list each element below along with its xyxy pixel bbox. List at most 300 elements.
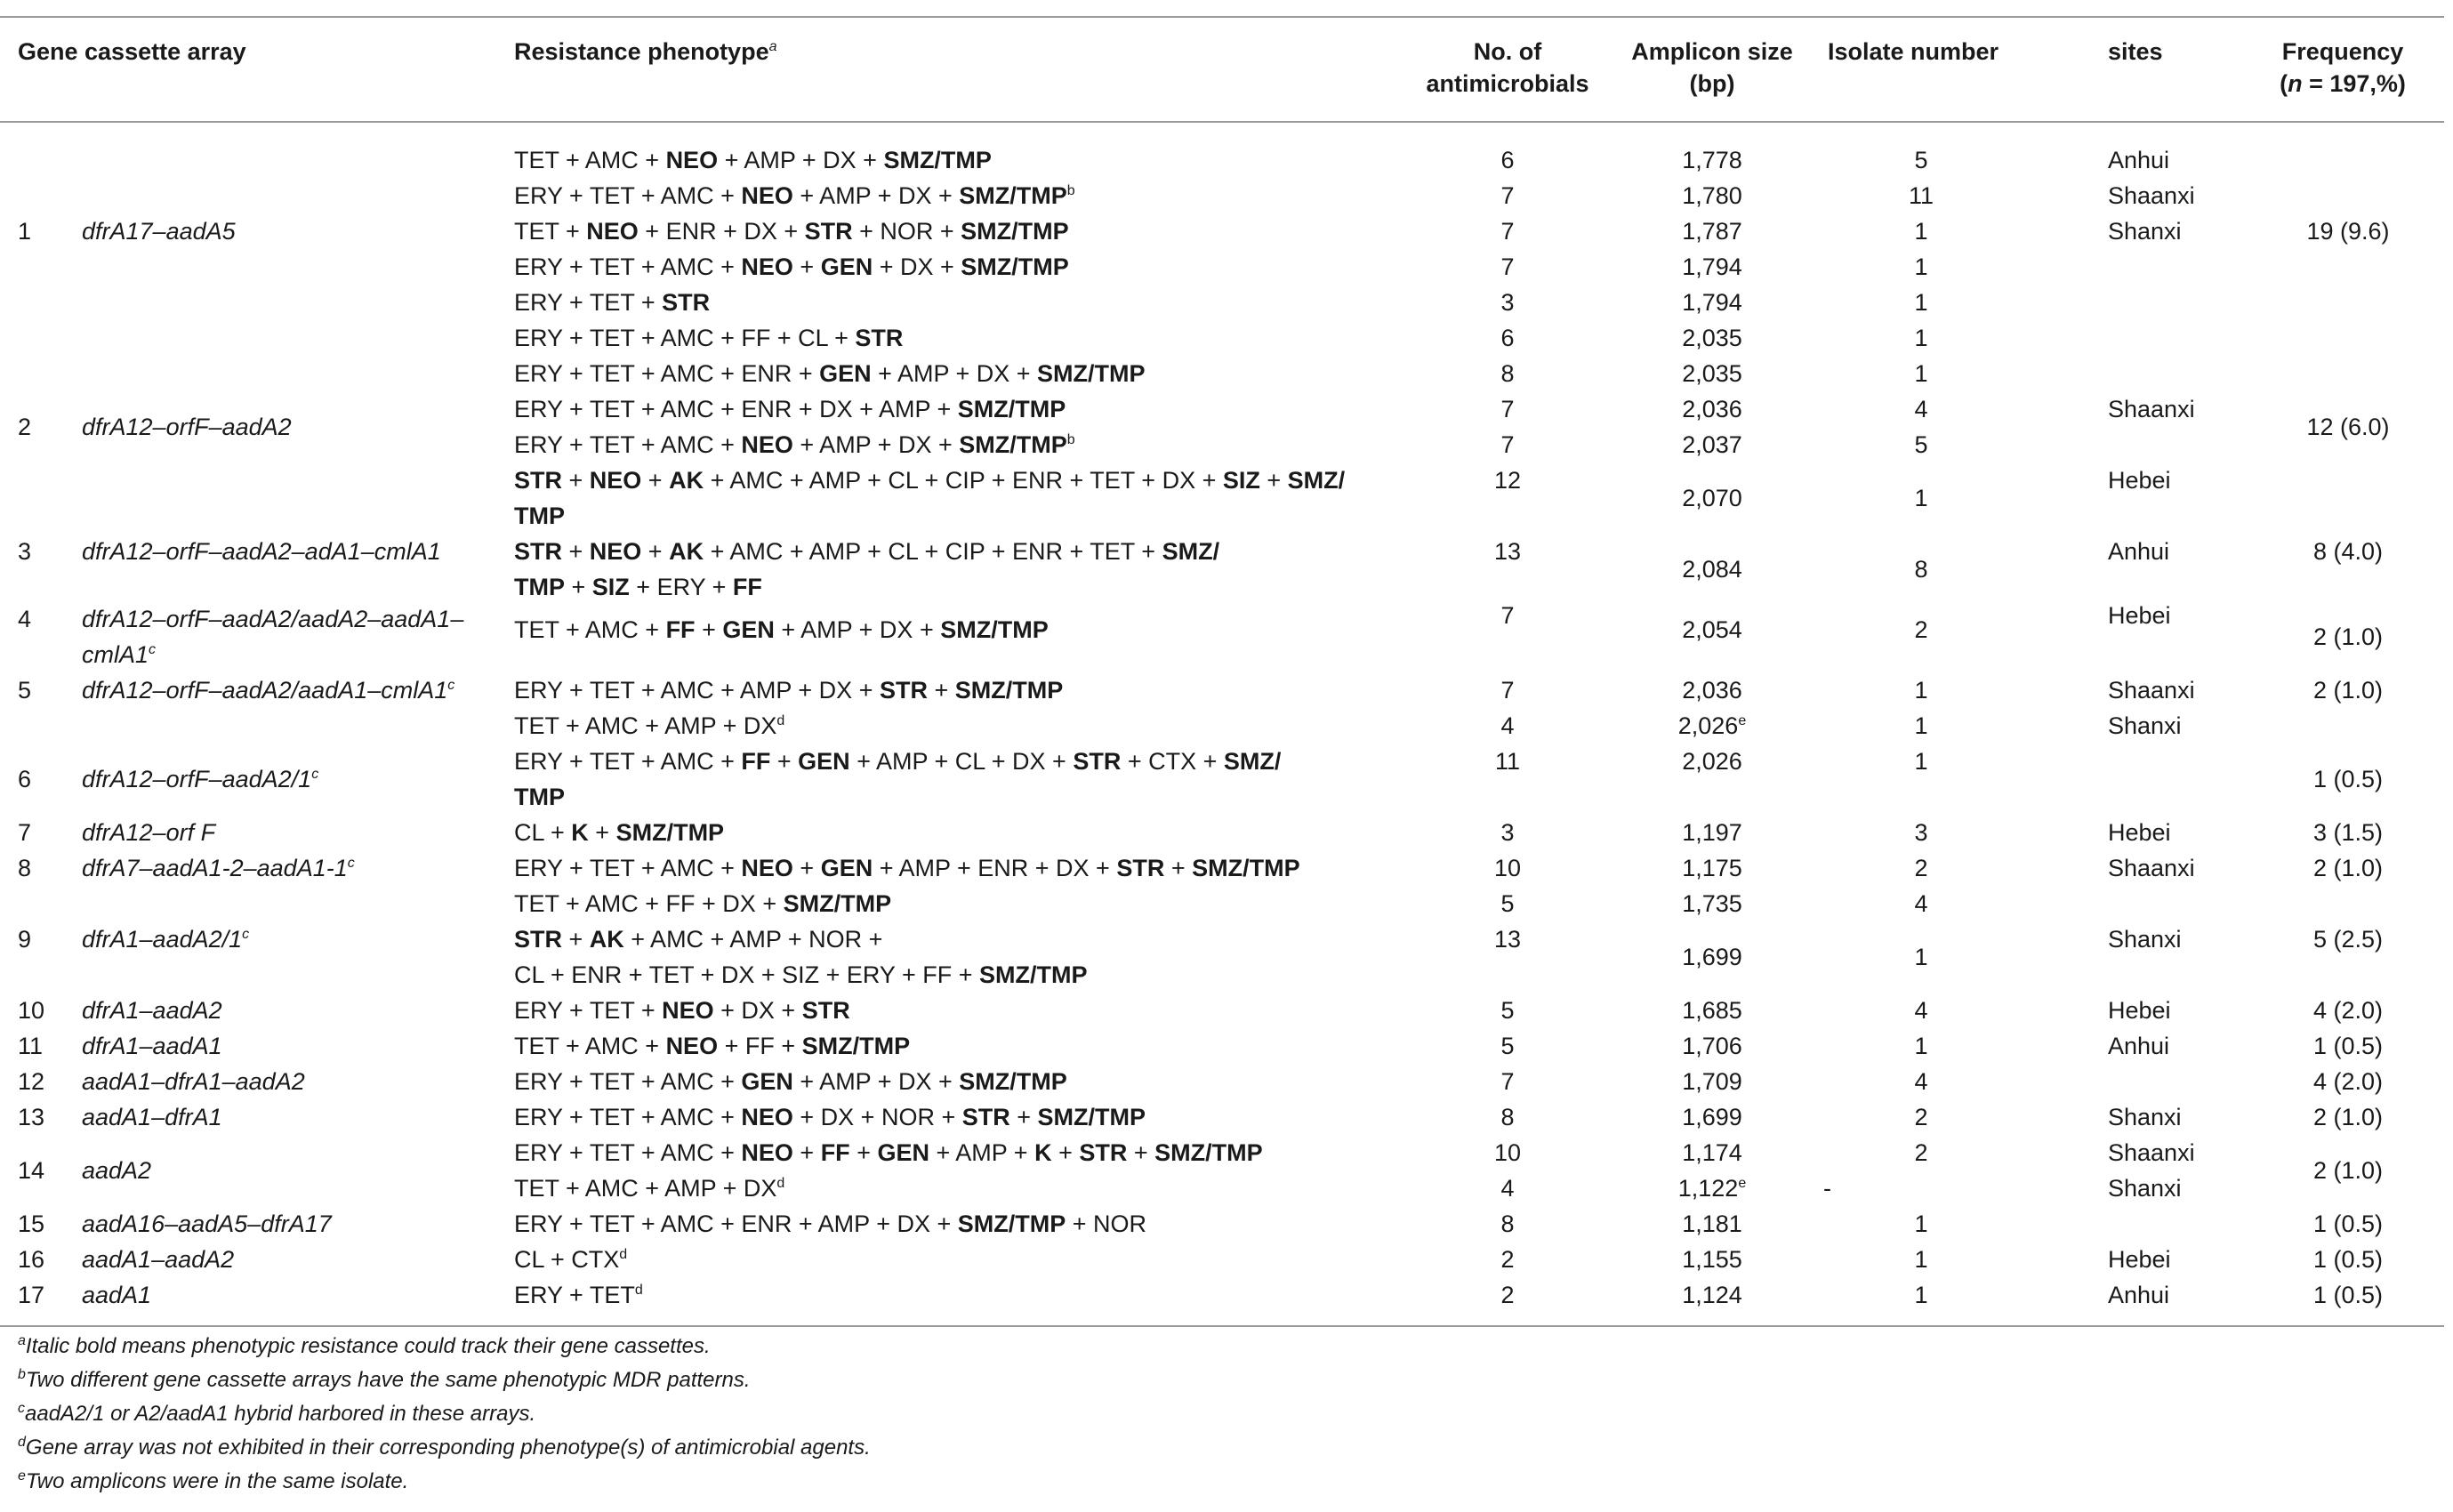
- isolate-number: 1: [1914, 1282, 1928, 1308]
- phenotype-text: +: [1127, 1139, 1155, 1166]
- array-number: 5: [18, 677, 32, 704]
- phenotype-line: [514, 1099, 1412, 1135]
- phenotype-text: ERY + TET + AMC +: [514, 1139, 742, 1166]
- no-of-antimicrobials: 8: [1500, 1210, 1515, 1237]
- amplicon-size: 2,036: [1682, 677, 1742, 704]
- antimicrobial-bold: GEN: [820, 855, 873, 881]
- isolate-number: 4: [1914, 1068, 1928, 1095]
- antimicrobial-bold: SMZ/TMP: [1037, 1104, 1146, 1130]
- phenotype-line: [514, 285, 1412, 320]
- phenotype-text: +: [695, 616, 723, 643]
- footnote-marker: b: [1066, 183, 1075, 198]
- frequency: 8 (4.0): [2312, 538, 2384, 565]
- phenotype-line: [514, 1028, 1412, 1064]
- antimicrobial-bold: SMZ/TMP: [957, 1210, 1066, 1237]
- phenotype-text: CL +: [514, 819, 572, 846]
- site: Hebei: [2108, 997, 2171, 1024]
- no-of-antimicrobials: 7: [1500, 1068, 1515, 1095]
- antimicrobial-bold: SMZ/TMP: [1154, 1139, 1263, 1166]
- phenotype-text: TET + AMC +: [514, 616, 666, 643]
- site: Shaanxi: [2108, 677, 2195, 704]
- site: Anhui: [2108, 1282, 2170, 1308]
- footnote-text: Italic bold means phenotypic resistance could track their gene cassettes.: [25, 1334, 711, 1358]
- phenotype-text: +: [641, 538, 670, 565]
- no-of-antimicrobials: 13: [1493, 538, 1522, 565]
- antimicrobial-bold: SMZ/TMP: [940, 616, 1049, 643]
- resistance-phenotype: [514, 1028, 1412, 1064]
- phenotype-line: [514, 213, 1412, 249]
- gene-cassette-array: [82, 921, 509, 957]
- phenotype-line: [514, 1135, 1412, 1170]
- antimicrobial-bold: AK: [589, 926, 624, 953]
- site: Anhui: [2108, 1033, 2170, 1059]
- phenotype-line: [514, 498, 1412, 534]
- resistance-phenotype: [514, 285, 1412, 320]
- no-of-antimicrobials: 11: [1494, 748, 1521, 775]
- amplicon-size: 1,699: [1682, 944, 1742, 970]
- footnote: [18, 1368, 751, 1393]
- gene-cassette-array: [82, 850, 509, 886]
- phenotype-text: + NOR +: [852, 218, 961, 245]
- footnote-marker: c: [347, 856, 355, 871]
- isolate-number: 4: [1914, 997, 1928, 1024]
- no-of-antimicrobials: 5: [1500, 997, 1515, 1024]
- phenotype-text: ERY + TET + AMC + ENR + AMP + DX +: [514, 1210, 958, 1237]
- resistance-phenotype: [514, 1277, 1412, 1313]
- phenotype-line: [514, 1064, 1412, 1099]
- phenotype-text: CL + ENR + TET + DX + SIZ + ERY + FF +: [514, 961, 979, 988]
- phenotype-text: +: [562, 538, 590, 565]
- isolate-number: 2: [1914, 1104, 1928, 1130]
- gene-cassette-array: [82, 1028, 509, 1064]
- frequency: 2 (1.0): [2312, 623, 2384, 650]
- antimicrobial-bold: NEO: [741, 1139, 793, 1166]
- phenotype-line: [514, 921, 1412, 957]
- antimicrobial-bold: SMZ/TMP: [959, 182, 1067, 209]
- phenotype-line: [514, 391, 1412, 427]
- phenotype-text: + AMP + DX +: [718, 147, 884, 173]
- phenotype-text: + CTX +: [1121, 748, 1224, 775]
- footnote-marker: e: [18, 1468, 26, 1484]
- isolate-number: 5: [1914, 147, 1928, 173]
- phenotype-line: [514, 672, 1412, 708]
- phenotype-line: [514, 356, 1412, 391]
- isolate-number: 1: [1914, 748, 1928, 775]
- gene-cassette-array: [82, 815, 509, 850]
- no-of-antimicrobials: 7: [1500, 602, 1515, 629]
- footnote-text: Two amplicons were in the same isolate.: [25, 1469, 409, 1493]
- gene-cassette-array: [82, 601, 509, 672]
- phenotype-line: [514, 249, 1412, 285]
- antimicrobial-bold: NEO: [741, 431, 793, 458]
- phenotype-text: + DX +: [713, 997, 802, 1024]
- no-of-antimicrobials: 4: [1500, 712, 1515, 739]
- array-number: 1: [18, 218, 32, 245]
- resistance-phenotype: [514, 1206, 1412, 1242]
- site: Shanxi: [2108, 926, 2182, 953]
- phenotype-text: TET + AMC + AMP + DX: [514, 1175, 777, 1202]
- amplicon-size: 1,174: [1682, 1139, 1742, 1166]
- phenotype-text: TET + AMC +: [514, 147, 666, 173]
- phenotype-text: + AMP + DX +: [871, 360, 1038, 387]
- antimicrobial-bold: K: [1034, 1139, 1052, 1166]
- gene-cassette-array: [82, 213, 509, 249]
- amplicon-size: 2,037: [1682, 431, 1742, 458]
- isolate-number: 1: [1914, 1033, 1928, 1059]
- array-number: 3: [18, 538, 32, 565]
- resistance-phenotype: [514, 672, 1412, 708]
- antimicrobial-bold: FF: [665, 616, 696, 643]
- antimicrobial-bold: NEO: [665, 147, 719, 173]
- gene-name: aadA1–aadA2: [82, 1246, 235, 1273]
- antimicrobial-bold: TMP: [514, 503, 565, 529]
- frequency: 2 (1.0): [2312, 677, 2384, 704]
- antimicrobial-bold: SMZ/TMP: [959, 1068, 1067, 1095]
- resistance-phenotype: [514, 1170, 1412, 1206]
- no-of-antimicrobials: 5: [1500, 1033, 1515, 1059]
- no-of-antimicrobials: 6: [1500, 147, 1515, 173]
- amplicon-size: 1,122e: [1677, 1175, 1747, 1202]
- phenotype-text: + AMP + ENR + DX +: [873, 855, 1117, 881]
- phenotype-text: + AMC + AMP + CL + CIP + ENR + TET + DX +: [704, 467, 1223, 494]
- phenotype-text: +: [849, 1139, 878, 1166]
- site: Shaanxi: [2108, 396, 2195, 422]
- antimicrobial-bold: SMZ/TMP: [978, 961, 1088, 988]
- antimicrobial-bold: GEN: [798, 748, 850, 775]
- amplicon-size: 1,794: [1682, 289, 1742, 316]
- amplicon-size: 1,175: [1682, 855, 1742, 881]
- antimicrobial-bold: STR: [801, 997, 850, 1024]
- phenotype-text: + FF +: [718, 1033, 802, 1059]
- antimicrobial-bold: GEN: [741, 1068, 793, 1095]
- antimicrobial-bold: SMZ/TMP: [1192, 855, 1300, 881]
- array-number: 6: [18, 766, 32, 792]
- antimicrobial-bold: STR: [804, 218, 853, 245]
- antimicrobial-bold: STR: [662, 289, 711, 316]
- site: Shanxi: [2108, 1104, 2182, 1130]
- antimicrobial-bold: SMZ/TMP: [1037, 360, 1146, 387]
- antimicrobial-bold: STR: [879, 677, 928, 704]
- footnote-marker: b: [1066, 432, 1075, 447]
- header-amplicon-size: Amplicon size (bp): [1631, 38, 1793, 97]
- isolate-number: 1: [1914, 1246, 1928, 1273]
- table-bottom-rule: [0, 1325, 2444, 1327]
- resistance-phenotype: [514, 320, 1412, 356]
- phenotype-text: + AMP + DX +: [792, 431, 960, 458]
- isolate-number: 4: [1914, 396, 1928, 422]
- no-of-antimicrobials: 2: [1500, 1246, 1515, 1273]
- isolate-number: -: [1823, 1175, 1831, 1202]
- site: Shaanxi: [2108, 855, 2195, 881]
- footnote-text: Gene array was not exhibited in their corresponding phenotype(s) of antimicrobial agents.: [25, 1436, 871, 1460]
- no-of-antimicrobials: 12: [1493, 467, 1522, 494]
- gene-name: aadA1–dfrA1: [82, 1104, 222, 1130]
- gene-cassette-array: [82, 1206, 509, 1242]
- phenotype-line: [514, 1242, 1412, 1277]
- phenotype-text: ERY + TET + AMC +: [514, 855, 742, 881]
- gene-cassette-array: [82, 409, 509, 445]
- antimicrobial-bold: STR: [1116, 855, 1165, 881]
- footnote-text: Two different gene cassette arrays have the same phenotypic MDR patterns.: [25, 1368, 751, 1392]
- gene-cassette-array: [82, 1153, 509, 1188]
- resistance-phenotype: [514, 391, 1412, 427]
- no-of-antimicrobials: 6: [1500, 325, 1515, 351]
- phenotype-text: +: [792, 253, 821, 280]
- resistance-phenotype: [514, 178, 1412, 213]
- footnote-marker: d: [18, 1435, 26, 1450]
- isolate-number: 2: [1914, 1139, 1928, 1166]
- isolate-number: 5: [1914, 431, 1928, 458]
- resistance-phenotype: [514, 744, 1412, 815]
- frequency: 1 (0.5): [2312, 1033, 2384, 1059]
- phenotype-text: ERY + TET + AMC + ENR + DX + AMP +: [514, 396, 958, 422]
- antimicrobial-bold: NEO: [665, 1033, 719, 1059]
- phenotype-line: [514, 815, 1412, 850]
- amplicon-size: 1,709: [1682, 1068, 1742, 1095]
- antimicrobial-bold: SMZ/: [1287, 467, 1346, 494]
- antimicrobial-bold: AK: [669, 467, 704, 494]
- resistance-phenotype: [514, 886, 1412, 921]
- resistance-phenotype: [514, 993, 1412, 1028]
- array-number: 15: [18, 1210, 45, 1237]
- site: Shaanxi: [2108, 1139, 2195, 1166]
- site: Anhui: [2108, 147, 2170, 173]
- footnote-marker: d: [776, 1176, 785, 1191]
- header-resistance-phenotype: Resistance phenotype$^a$: [514, 38, 777, 65]
- frequency: 1 (0.5): [2312, 1210, 2384, 1237]
- phenotype-text: +: [770, 748, 799, 775]
- gene-name: dfrA12–orfF–aadA2/1: [82, 766, 312, 792]
- gene-name: dfrA12–orf F: [82, 819, 216, 846]
- footnote-marker: d: [619, 1247, 628, 1262]
- footnote-marker: c: [311, 767, 319, 782]
- no-of-antimicrobials: 10: [1493, 855, 1522, 881]
- antimicrobial-bold: NEO: [586, 218, 639, 245]
- phenotype-text: ERY + TET: [514, 1282, 635, 1308]
- amplicon-size: 1,787: [1682, 218, 1742, 245]
- phenotype-line: [514, 142, 1412, 178]
- site: Shanxi: [2108, 218, 2182, 245]
- resistance-phenotype: [514, 921, 1412, 993]
- antimicrobial-bold: SMZ/: [1223, 748, 1282, 775]
- no-of-antimicrobials: 7: [1500, 396, 1515, 422]
- no-of-antimicrobials: 8: [1500, 360, 1515, 387]
- gene-name: dfrA1–aadA2/1: [82, 926, 243, 953]
- isolate-number: 3: [1914, 819, 1928, 846]
- antimicrobial-bold: SMZ/TMP: [959, 431, 1067, 458]
- amplicon-size: 1,181: [1682, 1210, 1742, 1237]
- phenotype-text: ERY + TET + AMC +: [514, 748, 742, 775]
- phenotype-text: +: [927, 677, 955, 704]
- antimicrobial-bold: SMZ/: [1162, 538, 1220, 565]
- no-of-antimicrobials: 7: [1500, 677, 1515, 704]
- gene-cassette-array: [82, 1242, 509, 1277]
- frequency: 12 (6.0): [2306, 414, 2390, 440]
- phenotype-text: + DX +: [873, 253, 961, 280]
- antimicrobial-bold: SMZ/TMP: [961, 218, 1069, 245]
- isolate-number: 2: [1914, 616, 1928, 643]
- phenotype-text: +: [792, 855, 821, 881]
- site: Hebei: [2108, 819, 2171, 846]
- phenotype-text: TET + AMC + FF + DX +: [514, 890, 784, 917]
- isolate-number: 1: [1914, 485, 1928, 511]
- footnote-marker: e: [1738, 713, 1747, 728]
- no-of-antimicrobials: 13: [1493, 926, 1522, 953]
- phenotype-text: +: [562, 926, 590, 953]
- amplicon-size: 1,124: [1682, 1282, 1742, 1308]
- resistance-phenotype: [514, 356, 1412, 391]
- phenotype-text: + AMP + DX +: [774, 616, 941, 643]
- amplicon-size: 2,035: [1682, 360, 1742, 387]
- array-number: 8: [18, 855, 32, 881]
- phenotype-line: [514, 320, 1412, 356]
- footnote-marker: c: [18, 1401, 25, 1416]
- antimicrobial-bold: NEO: [741, 855, 793, 881]
- isolate-number: 1: [1914, 325, 1928, 351]
- header-bottom-rule: [0, 121, 2444, 123]
- antimicrobial-bold: GEN: [877, 1139, 929, 1166]
- gene-cassette-array: [82, 1064, 509, 1099]
- phenotype-text: ERY + TET +: [514, 289, 663, 316]
- no-of-antimicrobials: 8: [1500, 1104, 1515, 1130]
- antimicrobial-bold: AK: [669, 538, 704, 565]
- phenotype-line: [514, 427, 1412, 462]
- header-gene-cassette-array: Gene cassette array: [18, 38, 246, 65]
- gene-cassette-array: [82, 993, 509, 1028]
- antimicrobial-bold: NEO: [662, 997, 714, 1024]
- footnote-marker: a: [18, 1333, 26, 1348]
- gene-cassette-array: [82, 1099, 509, 1135]
- antimicrobial-bold: FF: [732, 574, 762, 600]
- phenotype-text: + AMP + CL + DX +: [849, 748, 1074, 775]
- site: Anhui: [2108, 538, 2170, 565]
- antimicrobial-bold: SMZ/TMP: [957, 396, 1066, 422]
- phenotype-line: [514, 886, 1412, 921]
- resistance-phenotype: [514, 213, 1412, 249]
- no-of-antimicrobials: 7: [1500, 218, 1515, 245]
- phenotype-text: +: [1259, 467, 1288, 494]
- frequency: 2 (1.0): [2312, 1104, 2384, 1130]
- antimicrobial-bold: SMZ/TMP: [801, 1033, 911, 1059]
- array-number: 17: [18, 1282, 45, 1308]
- phenotype-text: + AMP + DX +: [792, 1068, 960, 1095]
- site: Shanxi: [2108, 1175, 2182, 1202]
- resistance-phenotype: [514, 427, 1412, 462]
- amplicon-size: 1,685: [1682, 997, 1742, 1024]
- isolate-number: 1: [1914, 1210, 1928, 1237]
- antimicrobial-bold: NEO: [741, 253, 793, 280]
- gene-cassette-array: [82, 534, 509, 569]
- resistance-phenotype: [514, 708, 1412, 744]
- frequency: 4 (2.0): [2312, 1068, 2384, 1095]
- phenotype-text: + NOR: [1066, 1210, 1147, 1237]
- no-of-antimicrobials: 7: [1500, 431, 1515, 458]
- footnote-marker: c: [242, 927, 250, 942]
- isolate-number: 1: [1914, 712, 1928, 739]
- phenotype-text: ERY + TET +: [514, 997, 663, 1024]
- array-number: 7: [18, 819, 32, 846]
- amplicon-size: 1,794: [1682, 253, 1742, 280]
- phenotype-text: +: [641, 467, 670, 494]
- phenotype-text: + AMP + DX +: [792, 182, 960, 209]
- antimicrobial-bold: NEO: [741, 1104, 793, 1130]
- array-number: 9: [18, 926, 32, 953]
- phenotype-text: ERY + TET + AMC +: [514, 1068, 742, 1095]
- frequency: 5 (2.5): [2312, 926, 2384, 953]
- phenotype-text: TET +: [514, 218, 587, 245]
- phenotype-text: ERY + TET + AMC +: [514, 182, 742, 209]
- site: Hebei: [2108, 1246, 2171, 1273]
- gene-name: aadA2: [82, 1157, 152, 1184]
- isolate-number: 1: [1914, 677, 1928, 704]
- amplicon-size: 1,780: [1682, 182, 1742, 209]
- phenotype-line: [514, 1206, 1412, 1242]
- footnote-marker: e: [1738, 1176, 1747, 1191]
- resistance-phenotype: [514, 1099, 1412, 1135]
- no-of-antimicrobials: 7: [1500, 253, 1515, 280]
- gene-cassette-array: [82, 761, 509, 797]
- amplicon-size: 2,035: [1682, 325, 1742, 351]
- footnote-marker: c: [149, 642, 157, 657]
- resistance-phenotype: [514, 534, 1412, 605]
- no-of-antimicrobials: 4: [1500, 1175, 1515, 1202]
- antimicrobial-bold: SIZ: [591, 574, 630, 600]
- footnote: [18, 1436, 871, 1460]
- resistance-phenotype: [514, 850, 1412, 886]
- resistance-phenotype: [514, 1135, 1412, 1170]
- phenotype-text: + AMC + AMP + CL + CIP + ENR + TET +: [704, 538, 1162, 565]
- array-number: 13: [18, 1104, 45, 1130]
- gene-name: dfrA1–aadA1: [82, 1033, 222, 1059]
- phenotype-line: [514, 534, 1412, 569]
- gene-line: dfrA12–orfF–aadA2/aadA2–aadA1–: [82, 606, 464, 632]
- antimicrobial-bold: TMP: [514, 784, 565, 810]
- antimicrobial-bold: FF: [741, 748, 771, 775]
- antimicrobial-bold: NEO: [589, 538, 642, 565]
- no-of-antimicrobials: 5: [1500, 890, 1515, 917]
- antimicrobial-bold: STR: [961, 1104, 1010, 1130]
- amplicon-size: 2,054: [1682, 616, 1742, 643]
- frequency: 2 (1.0): [2312, 855, 2384, 881]
- isolate-number: 4: [1914, 890, 1928, 917]
- phenotype-text: + AMP +: [929, 1139, 1035, 1166]
- phenotype-text: TET + AMC + AMP + DX: [514, 712, 777, 739]
- antimicrobial-bold: NEO: [741, 182, 793, 209]
- phenotype-text: ERY + TET + AMC + AMP + DX +: [514, 677, 880, 704]
- phenotype-line: [514, 850, 1412, 886]
- phenotype-text: +: [562, 467, 590, 494]
- amplicon-size: 1,699: [1682, 1104, 1742, 1130]
- resistance-phenotype: [514, 612, 1412, 647]
- header-sites: sites: [2108, 38, 2163, 65]
- phenotype-text: ERY + TET + AMC +: [514, 1104, 742, 1130]
- antimicrobial-bold: GEN: [819, 360, 872, 387]
- antimicrobial-bold: GEN: [722, 616, 775, 643]
- phenotype-text: +: [1164, 855, 1193, 881]
- antimicrobial-bold: FF: [820, 1139, 850, 1166]
- isolate-number: 11: [1908, 182, 1934, 209]
- phenotype-text: +: [588, 819, 616, 846]
- isolate-number: 1: [1914, 360, 1928, 387]
- frequency: 4 (2.0): [2312, 997, 2384, 1024]
- frequency: 1 (0.5): [2312, 1246, 2384, 1273]
- phenotype-text: +: [1009, 1104, 1038, 1130]
- phenotype-text: +: [1051, 1139, 1080, 1166]
- phenotype-line: [514, 993, 1412, 1028]
- gene-name: aadA1: [82, 1282, 152, 1308]
- phenotype-line: [514, 462, 1412, 498]
- no-of-antimicrobials: 10: [1493, 1139, 1522, 1166]
